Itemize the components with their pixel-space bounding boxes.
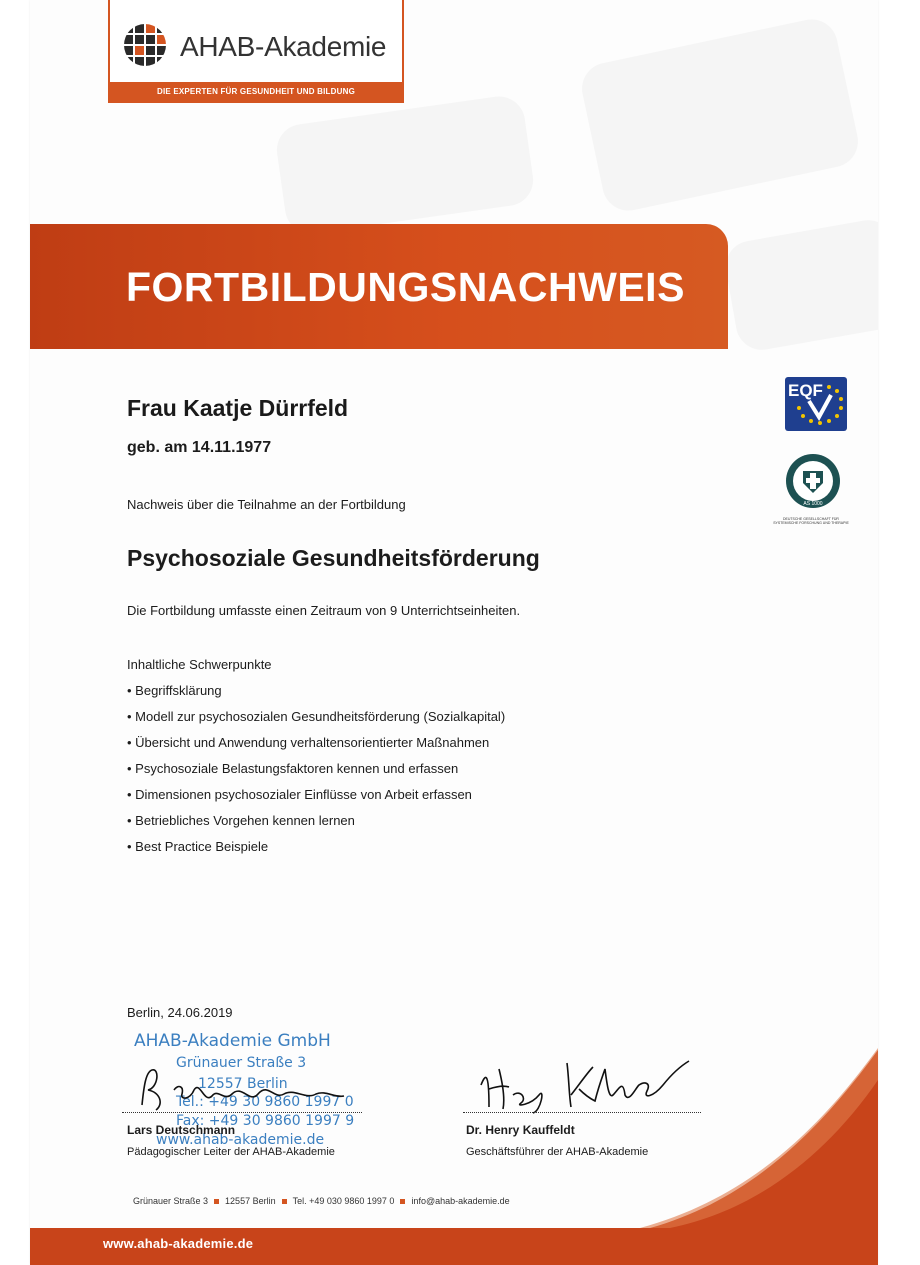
list-item: • Psychosoziale Belastungsfaktoren kennen und erfassen [127, 761, 505, 787]
signer-right-name: Dr. Henry Kauffeldt [466, 1123, 575, 1137]
stamp-phone: Tel.: +49 30 9860 1997 0 [176, 1094, 354, 1110]
footer-website[interactable]: www.ahab-akademie.de [103, 1236, 254, 1251]
signer-left-name: Lars Deutschmann [127, 1123, 236, 1137]
focus-heading: Inhaltliche Schwerpunkte [127, 657, 272, 672]
stamp-company: AHAB-Akademie GmbH [134, 1031, 331, 1051]
cert-label: AS 1000 [803, 501, 823, 507]
course-title: Psychosoziale Gesundheitsförderung [127, 545, 540, 571]
list-item: • Best Practice Beispiele [127, 839, 505, 865]
stamp-city: 12557 Berlin [198, 1076, 288, 1092]
footer-email: info@ahab-akademie.de [411, 1196, 510, 1206]
list-item: • Betriebliches Vorgehen kennen lernen [127, 813, 505, 839]
logo-tagline: DIE EXPERTEN FÜR GESUNDHEIT UND BILDUNG [156, 87, 356, 96]
list-item: • Dimensionen psychosozialer Einflüsse von Arbeit erfassen [127, 787, 505, 813]
list-item: • Begriffsklärung [127, 683, 505, 709]
recipient-birthdate: geb. am 14.11.1977 [127, 439, 272, 456]
eqf-label: EQF [788, 381, 823, 400]
footer-swoosh [30, 0, 878, 1265]
course-period: Die Fortbildung umfasste einen Zeitraum von 9 Unterrichtseinheiten. [127, 603, 521, 618]
footer-street: Grünauer Straße 3 [133, 1196, 209, 1206]
footer-city: 12557 Berlin [225, 1196, 276, 1206]
page-title: FORTBILDUNGSNACHWEIS [126, 264, 685, 310]
list-item: • Modell zur psychosozialen Gesundheitsförderung (Sozialkapital) [127, 709, 505, 735]
cert-caption: DEUTSCHE GESELLSCHAFT FÜR SYSTEMISCHE FORSCHUNG UND THERAPIE [773, 517, 849, 525]
stamp-web: www.ahab-akademie.de [156, 1132, 325, 1148]
recipient-name: Frau Kaatje Dürrfeld [127, 395, 349, 421]
stamp-fax: Fax: +49 30 9860 1997 9 [176, 1113, 355, 1129]
certificate-page [30, 0, 878, 1265]
stamp-street: Grünauer Straße 3 [176, 1055, 307, 1071]
signer-left-role: Pädagogischer Leiter der AHAB-Akademie [127, 1146, 335, 1158]
footer-phone: Tel. +49 030 9860 1997 0 [292, 1196, 395, 1206]
signer-right-role: Geschäftsführer der AHAB-Akademie [466, 1146, 649, 1158]
logo-name: AHAB-Akademie [180, 31, 387, 62]
list-item: • Übersicht und Anwendung verhaltensorientierter Maßnahmen [127, 735, 505, 761]
place-date: Berlin, 24.06.2019 [127, 1005, 233, 1020]
course-intro: Nachweis über die Teilnahme an der Fortbildung [127, 497, 406, 512]
